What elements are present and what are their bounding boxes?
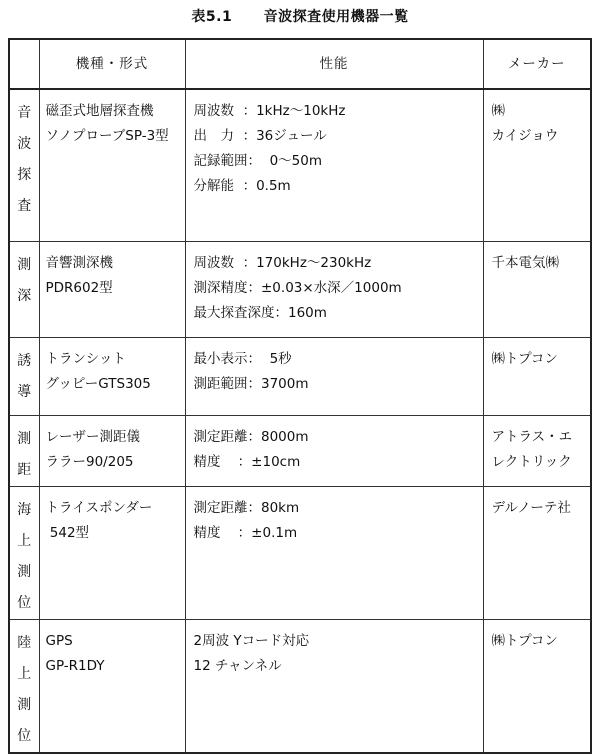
header-model: 機種・形式 [39,39,185,89]
category-cell: 海 上 測 位 [9,486,39,619]
performance-cell: 2周波 Yコード対応 12 チャンネル [185,619,483,753]
model-cell: 音響測深機 PDR602型 [39,241,185,337]
table-row [9,241,591,337]
table-title: 音波探査使用機器一覧 [263,9,409,25]
table-row [9,619,591,753]
table-row [9,337,591,415]
performance-cell: 周波数 ：170kHz～230kHz 測深精度：±0.03×水深／1000m 最大探査深度：160m [185,241,483,337]
model-cell: 磁歪式地層探査機 ソノプローブSP-3型 [39,89,185,241]
performance-cell: 測定距離：80km 精度 ：±0.1m [185,486,483,619]
header-performance: 性能 [185,39,483,89]
category-cell: 測 深 [9,241,39,337]
table-row [9,415,591,486]
table-row [9,486,591,619]
category-cell: 測 距 [9,415,39,486]
table-caption [0,6,600,26]
header-row [9,39,591,89]
performance-cell: 周波数 ：1kHz～10kHz 出 力 ：36ジュール 記録範囲： 0～50m 分解能 ：0.5m [185,89,483,241]
maker-cell: 千本電気㈱ [483,241,591,337]
header-category [9,39,39,89]
category-cell: 誘 導 [9,337,39,415]
model-cell: トランシット グッピーGTS305 [39,337,185,415]
equipment-table [8,38,592,754]
maker-cell: ㈱ カイジョウ [483,89,591,241]
category-cell: 音 波 探 査 [9,89,39,241]
model-cell: レーザー測距儀 ララー90/205 [39,415,185,486]
performance-cell: 最小表示： 5秒 測距範囲：3700m [185,337,483,415]
maker-cell: アトラス・エ レクトリック [483,415,591,486]
table-row [9,89,591,241]
header-maker: メーカー [483,39,591,89]
maker-cell: デルノーテ社 [483,486,591,619]
category-cell: 陸 上 測 位 [9,619,39,753]
maker-cell: ㈱トプコン [483,619,591,753]
performance-cell: 測定距離：8000m 精度 ：±10cm [185,415,483,486]
model-cell: GPS GP-R1DY [39,619,185,753]
model-cell: トライスポンダー 542型 [39,486,185,619]
table-number: 表5.1 [191,9,233,25]
maker-cell: ㈱トプコン [483,337,591,415]
